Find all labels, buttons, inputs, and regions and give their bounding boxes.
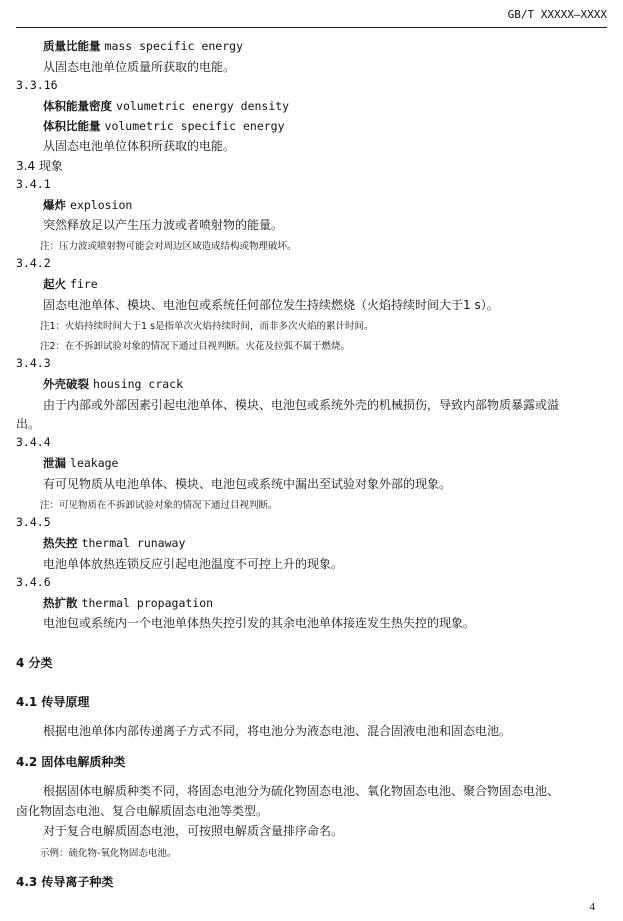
chapter-heading: 4 分类 (16, 656, 53, 670)
definition-text: 有可见物质从电池单体、模块、电池包或系统中漏出至试验对象外部的现象。 (43, 477, 452, 491)
paragraph-text: 对于复合电解质固态电池，可按照电解质含量排序命名。 (43, 824, 344, 838)
note-text: 注：压力波或喷射物可能会对周边区域造成结构或物理破坏。 (40, 241, 297, 252)
section-heading: 4.3 传导离子种类 (16, 875, 114, 889)
definition-text: 固态电池单体、模块、电池包或系统任何部位发生持续燃烧（火焰持续时间大于1 s）。 (43, 298, 499, 312)
section-heading: 4.2 固体电解质种类 (16, 755, 126, 769)
paragraph-text: 根据固体电解质种类不同，将固态电池分为硫化物固态电池、氧化物固态电池、聚合物固态电池、 (43, 784, 560, 798)
note-text: 注1：火焰持续时间大于1 s是指单次火焰持续时间，而非多次火焰的累计时间。 (40, 321, 374, 332)
note-text: 注2：在不拆卸试验对象的情况下通过目视判断。火花及拉弧不属于燃烧。 (40, 341, 351, 352)
definition-text: 突然释放足以产生压力波或者喷射物的能量。 (43, 218, 284, 232)
clause-number: 3.4.6 (16, 575, 51, 589)
term-housing-crack: 外壳破裂 housing crack (43, 377, 184, 391)
section-heading: 3.4 现象 (16, 159, 63, 173)
clause-number: 3.3.16 (16, 78, 58, 92)
term-volumetric-energy-density: 体积能量密度 volumetric energy density (43, 99, 290, 113)
clause-number: 3.4.5 (16, 515, 51, 529)
header-rule (16, 27, 607, 28)
clause-number: 3.4.1 (16, 177, 51, 191)
definition-text: 从固态电池单位体积所获取的电能。 (43, 139, 236, 153)
term-fire: 起火 fire (43, 277, 98, 291)
term-thermal-propagation: 热扩散 thermal propagation (43, 596, 214, 610)
definition-text: 由于内部或外部因素引起电池单体、模块、电池包或系统外壳的机械损伤，导致内部物质暴露或溢 (43, 398, 560, 412)
paragraph-text-continued: 卤化物固态电池、复合电解质固态电池等类型。 (16, 804, 269, 818)
example-text: 示例：硫化物-氧化物固态电池。 (40, 848, 177, 859)
term-volumetric-specific-energy: 体积比能量 volumetric specific energy (43, 119, 285, 133)
clause-number: 3.4.3 (16, 356, 51, 370)
definition-text: 电池单体放热连锁反应引起电池温度不可控上升的现象。 (43, 557, 344, 571)
standard-number: GB/T XXXXX—XXXX (507, 8, 607, 21)
clause-number: 3.4.4 (16, 435, 51, 449)
page-number: 4 (589, 901, 595, 913)
term-explosion: 爆炸 explosion (43, 198, 133, 212)
definition-text: 电池包或系统内一个电池单体热失控引发的其余电池单体接连发生热失控的现象。 (43, 616, 476, 630)
term-thermal-runaway: 热失控 thermal runaway (43, 536, 186, 550)
paragraph-text: 根据电池单体内部传递离子方式不同，将电池分为液态电池、混合固液电池和固态电池。 (43, 724, 512, 738)
definition-text: 从固态电池单位质量所获取的电能。 (43, 60, 236, 74)
section-heading: 4.1 传导原理 (16, 695, 90, 709)
clause-number: 3.4.2 (16, 256, 51, 270)
definition-text-continued: 出。 (16, 417, 41, 431)
note-text: 注：可见物质在不拆卸试验对象的情况下通过目视判断。 (40, 500, 278, 511)
term-leakage: 泄漏 leakage (43, 456, 119, 470)
term-mass-specific-energy: 质量比能量 mass specific energy (43, 39, 243, 53)
